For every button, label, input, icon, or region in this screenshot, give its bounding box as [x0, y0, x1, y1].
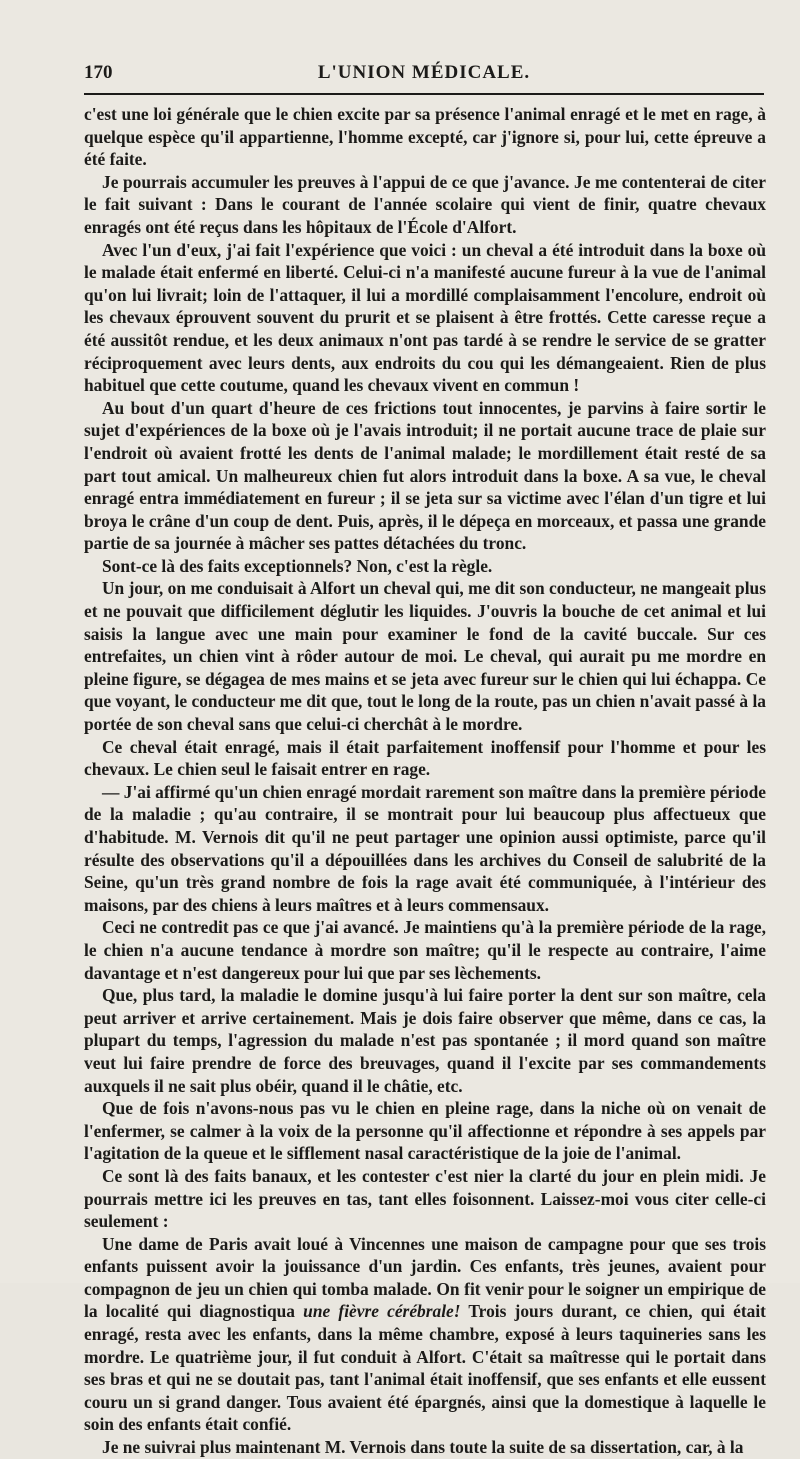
paragraph-12: Ce sont là des faits banaux, et les contester c'est nier la clarté du jour en plein midi. Je pourrais mettre ici les preuves en tas, tant elles foisonnent. Laissez-moi vous citer celle-ci seulement : — [84, 1165, 766, 1232]
paragraph-5: Sont-ce là des faits exceptionnels? Non, c'est la règle. — [102, 555, 493, 576]
body-text — [84, 103, 766, 1459]
running-title: L'UNION MÉDICALE. — [317, 62, 531, 83]
italic-diagnosis: une fièvre cérébrale! — [303, 1301, 461, 1322]
paragraph-3: Avec l'un d'eux, j'ai fait l'expérience que voici : un cheval a été introduit dans la boxe où le malade était enfermé en liberté. Celui-ci n'a manifesté aucune fureur à la vue de l'animal qu'on lui livrait; loin de l'attaquer, il lui a mordillé complaisamment l'encolure, endroit où les chevaux éprouvent souvent du prurit et se plaisent à être frottés. Cette caresse reçue a été aussitôt rendue, et les deux animaux n'ont pas tardé à se rendre le service de se gratter réciproquement avec leurs dents, aux endroits du cou qui les démangeaient. Rien de plus habituel que cette coutume, quand les chevaux vivent en commun ! — [84, 239, 766, 396]
paragraph-11: Que de fois n'avons-nous pas vu le chien en pleine rage, dans la niche où on venait de l'enfermer, se calmer à la voix de la personne qu'il affectionne et répondre à ses appels par l'agitation de la queue et le sifflement nasal caractéristique de la joie de l'animal. — [84, 1098, 766, 1164]
paragraph-4: Au bout d'un quart d'heure de ces frictions tout innocentes, je parvins à faire sortir le sujet d'expériences de la boxe où je l'avais introduit; il ne portait aucune trace de plaie sur l'endroit où avaient frotté les dents de l'animal malade; le mordillement était resté de sa part tout amical. Un malheureux chien fut alors introduit dans la boxe. A sa vue, le cheval enragé entra immédiatement en fureur ; il se jeta sur sa victime avec l'élan d'un tigre et lui broya le crâne d'un coup de dent. Puis, après, il le dépeça en morceaux, et passa une grande partie de sa journée à mâcher ses pattes détachées du tronc. — [84, 397, 766, 554]
paragraph-14: Je ne suivrai plus maintenant M. Vernois dans toute la suite de sa dissertation, car, à la — [102, 1437, 744, 1458]
paragraph-8: — J'ai affirmé qu'un chien enragé mordait rarement son maître dans la première période de la maladie ; qu'au contraire, il se montrait pour lui beaucoup plus affectueux que d'habitude. M. Vernois dit qu'il ne peut partager une opinion aussi optimiste, parce qu'il résulte des observations qu'il a dépouillées dans les archives du Conseil de salubrité de la Seine, qu'un très grand nombre de fois la rage avait été communiquée, à l'intérieur des maisons, par des chiens à leurs maîtres et à leurs commensaux. — [84, 781, 766, 915]
page-number: 170 — [84, 62, 113, 83]
paragraph-13 — [84, 1233, 766, 1436]
paragraph-2: Je pourrais accumuler les preuves à l'appui de ce que j'avance. Je me contenterai de citer le fait suivant : Dans le courant de l'année scolaire qui vient de finir, quatre chevaux enragés ont été reçus dans les hôpitaux de l'École d'Alfort. — [84, 171, 766, 237]
paragraph-10: Que, plus tard, la maladie le domine jusqu'à lui faire porter la dent sur son maître, cela peut arriver et arrive certainement. Mais je dois faire observer que même, dans ce cas, la plupart du temps, l'agression du malade n'est pas spontanée ; il mord quand son maître veut lui faire prendre de force des breuvages, quand il l'excite par ses commandements auxquels il ne sait plus obéir, quand il le châtie, etc. — [84, 985, 766, 1096]
paragraph-9: Ceci ne contredit pas ce que j'ai avancé. Je maintiens qu'à la première période de la rage, le chien n'a aucune tendance à mordre son maître; qu'il le respecte au contraire, l'aime davantage et n'est dangereux pour lui que par ses lèchements. — [84, 917, 766, 983]
header-rule — [84, 93, 764, 95]
paragraph-1: c'est une loi générale que le chien excite par sa présence l'animal enragé et le met en rage, à quelque espèce qu'il appartienne, l'homme excepté, car j'ignore si, pour lui, cette épreuve a été faite. — [84, 104, 766, 170]
page-header — [84, 58, 764, 88]
paragraph-7: Ce cheval était enragé, mais il était parfaitement inoffensif pour l'homme et pour les chevaux. Le chien seul le faisait entrer en rage. — [84, 736, 766, 780]
paragraph-6: Un jour, on me conduisait à Alfort un cheval qui, me dit son conducteur, ne mangeait plus et ne pouvait que difficilement déglutir les liquides. J'ouvris la bouche de cet animal et lui saisis la langue avec une main pour examiner le fond de la cavité buccale. Sur ces entrefaites, un chien vint à rôder autour de moi. Le cheval, qui aurait pu me mordre en pleine figure, se dégagea de mes mains et se jeta avec fureur sur le chien qui lui échappa. Ce que voyant, le conducteur me dit que, tout le long de la route, pas un chien n'avait passé à la portée de son cheval sans que celui-ci cherchât à le mordre. — [84, 578, 766, 735]
paragraph-13-start: Une dame de Paris avait loué à Vincennes une maison de campagne pour que ses trois enfants puissent avoir la jouissance d'un jardin. Ces enfants, très jeunes, avaient pour compagnon de jeu un chien qui tomba malade. On fit venir pour le soigner un empirique de la localité qui diagnostiqua — [84, 1233, 766, 1322]
paragraph-13-end: Trois jours durant, ce chien, qui était enragé, resta avec les enfants, dans la même chambre, exposé à leurs taquineries sans les mordre. Le quatrième jour, il fut conduit à Alfort. C'était sa maîtresse qui le portait dans ses bras et qui ne se doutait pas, tant l'animal était inoffensif, que ses enfants et elle eussent couru un si grand danger. Tous avaient été épargnés, ainsi que la domestique à laquelle le soin des enfants était confié. — [84, 1301, 766, 1435]
